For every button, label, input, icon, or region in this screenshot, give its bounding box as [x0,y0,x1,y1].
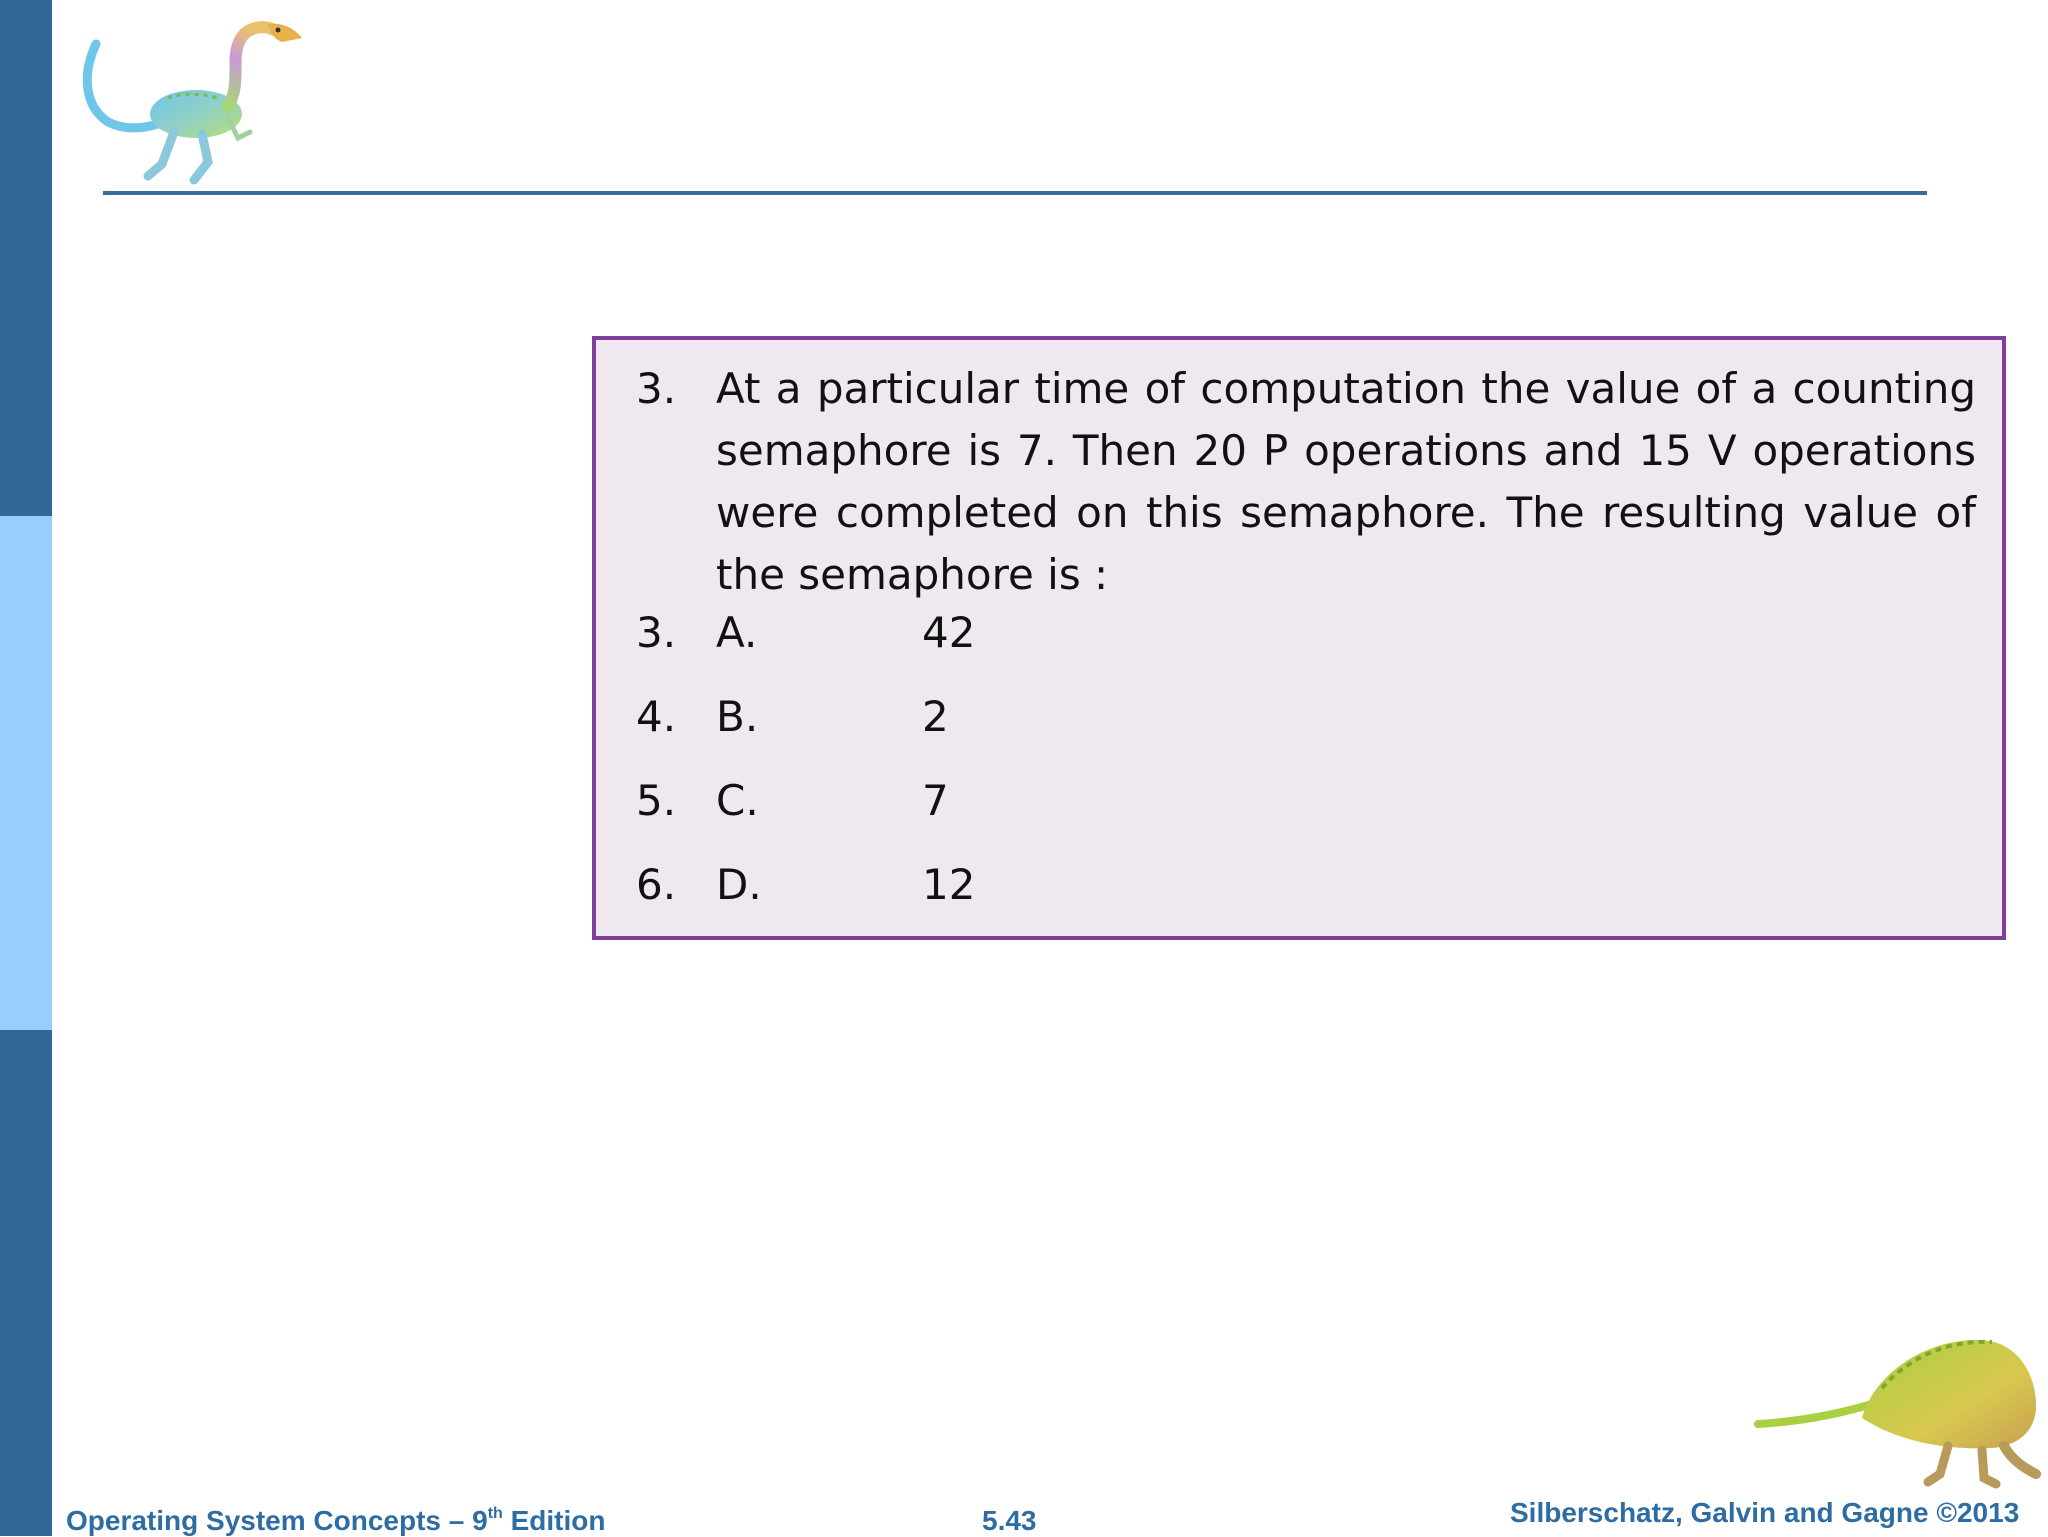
side-bar-middle [0,516,52,1030]
option-letter: D. [716,860,762,909]
option-letter: A. [716,608,758,657]
option-value: 7 [922,776,949,825]
footer-page-number: 5.43 [982,1505,1037,1536]
option-number: 6. [636,860,677,909]
header-rule [103,191,1927,195]
option-number: 5. [636,776,677,825]
option-letter: C. [716,776,759,825]
dinosaur-logo-bottom-icon [1752,1318,2044,1494]
dinosaur-logo-icon [78,14,318,190]
option-value: 12 [922,860,976,909]
option-number: 3. [636,608,677,657]
option-value: 42 [922,608,976,657]
side-bar-bottom [0,1030,52,1536]
option-number: 4. [636,692,677,741]
question-box [592,336,2006,940]
footer-book-title: Operating System Concepts – 9th Edition [66,1505,606,1536]
side-bar-top [0,0,52,516]
question-text: At a particular time of computation the value of a counting semaphore is 7. Then 20 P operations and 15 V operations were completed on this semaphore. The resulting value of the semaphore is : [716,364,1976,599]
question-number: 3. [636,364,677,413]
option-value: 2 [922,692,949,741]
option-letter: B. [716,692,759,741]
footer-copyright: Silberschatz, Galvin and Gagne ©2013 [1510,1497,2020,1528]
